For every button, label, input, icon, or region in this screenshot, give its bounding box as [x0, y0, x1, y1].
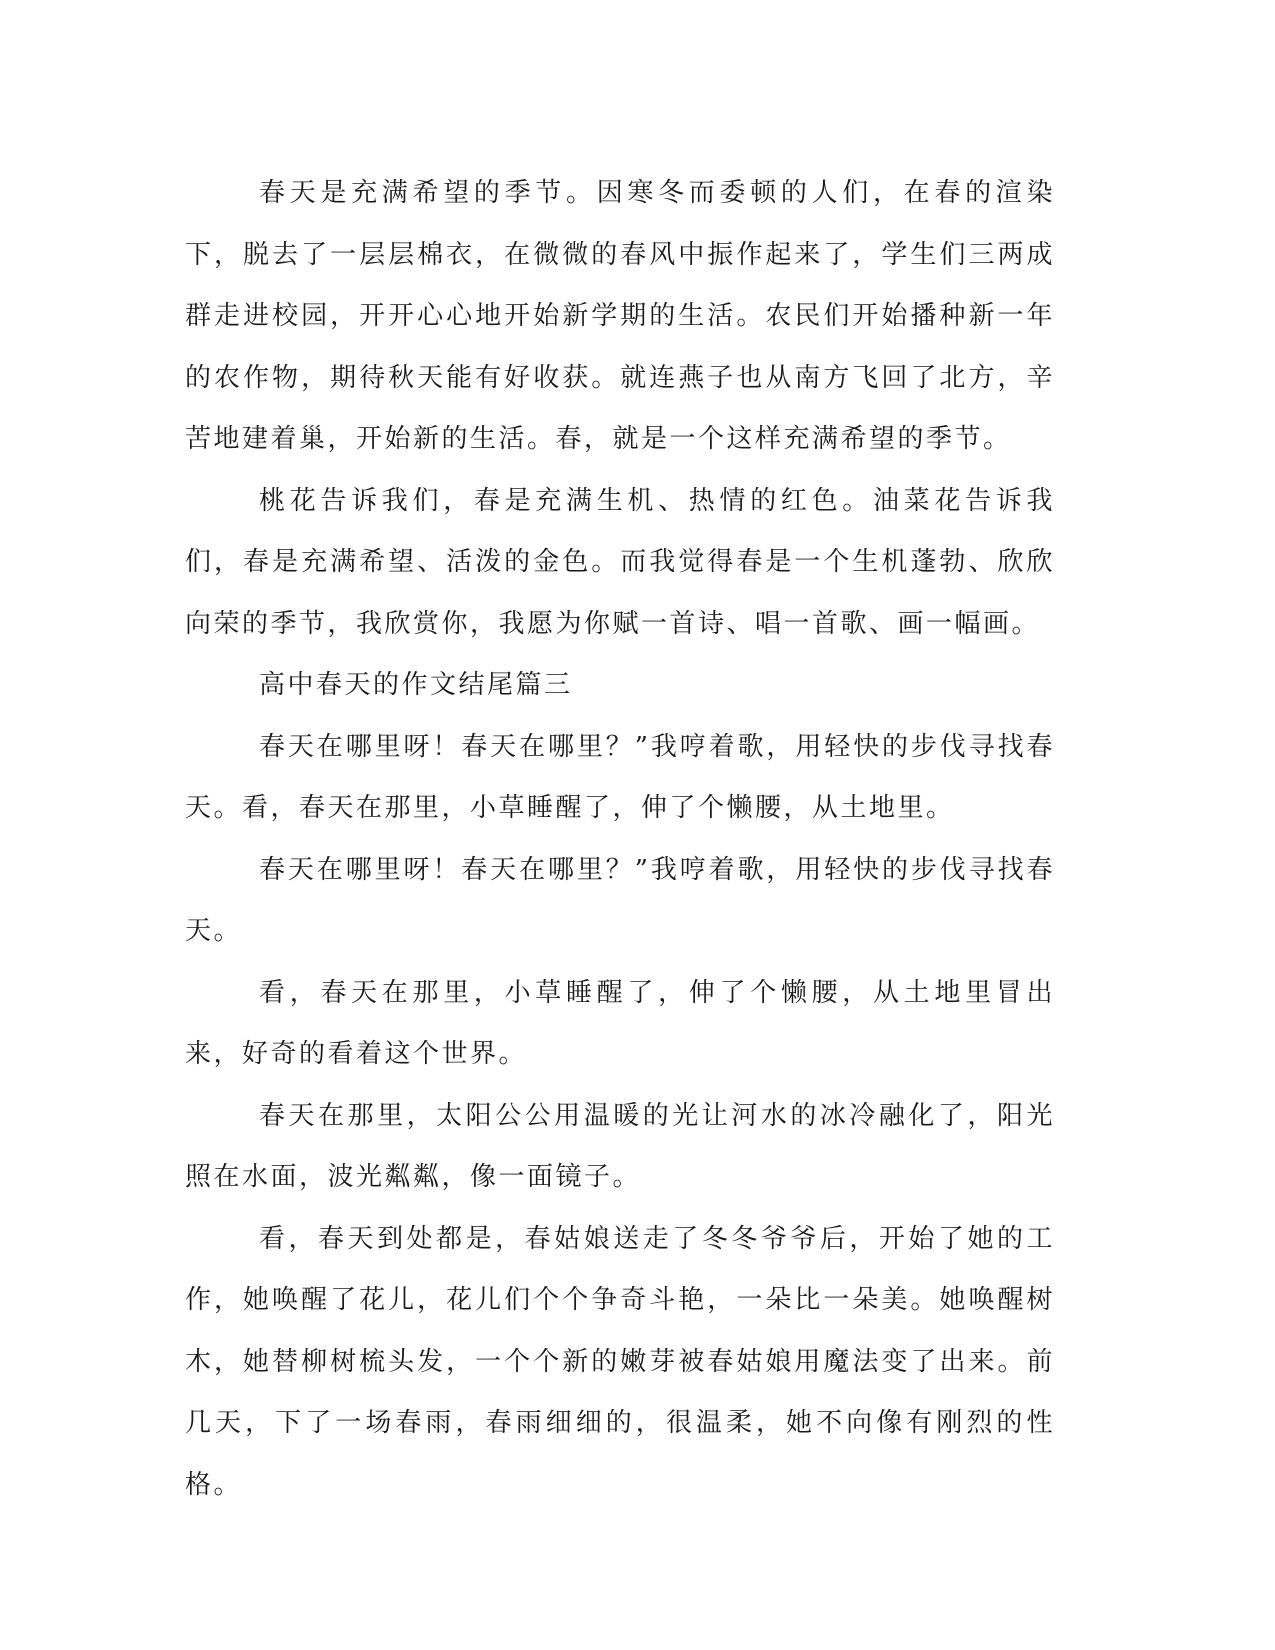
paragraph-flowers-colors: 桃花告诉我们，春是充满生机、热情的红色。油菜花告诉我们，春是充满希望、活泼的金色。而我觉得春是一个生机蓬勃、欣欣向荣的季节，我欣赏你，我愿为你赋一首诗、唱一首歌、画一幅画。: [185, 485, 1055, 639]
section-heading: 高中春天的作文结尾篇三: [259, 670, 573, 700]
paragraph-grass-wakes: 看，春天在那里，小草睡醒了，伸了个懒腰，从土地里冒出来，好奇的看着这个世界。: [185, 977, 1055, 1069]
document-body: [185, 163, 1055, 1516]
paragraph-where-spring-2: 春天在哪里呀！春天在哪里？”我哼着歌，用轻快的步伐寻找春天。: [185, 854, 1055, 946]
paragraph-spring-hope: 春天是充满希望的季节。因寒冬而委顿的人们，在春的渲染下，脱去了一层层棉衣，在微微的春风中振作起来了，学生们三两成群走进校园，开开心心地开始新学期的生活。农民们开始播种新一年的农作物，期待秋天能有好收获。就连燕子也从南方飞回了北方，辛苦地建着巢，开始新的生活。春，就是一个这样充满希望的季节。: [185, 178, 1055, 454]
paragraph-sun-river: 春天在那里，太阳公公用温暖的光让河水的冰冷融化了，阳光照在水面，波光粼粼，像一面镜子。: [185, 1100, 1055, 1192]
paragraph-spring-everywhere: 看，春天到处都是，春姑娘送走了冬冬爷爷后，开始了她的工作，她唤醒了花儿，花儿们个个争奇斗艳，一朵比一朵美。她唤醒树木，她替柳树梳头发，一个个新的嫩芽被春姑娘用魔法变了出来。前几天，下了一场春雨，春雨细细的，很温柔，她不向像有刚烈的性格。: [185, 1223, 1055, 1500]
paragraph-where-spring-1: 春天在哪里呀！春天在哪里？”我哼着歌，用轻快的步伐寻找春天。看，春天在那里，小草睡醒了，伸了个懒腰，从土地里。: [185, 731, 1055, 823]
